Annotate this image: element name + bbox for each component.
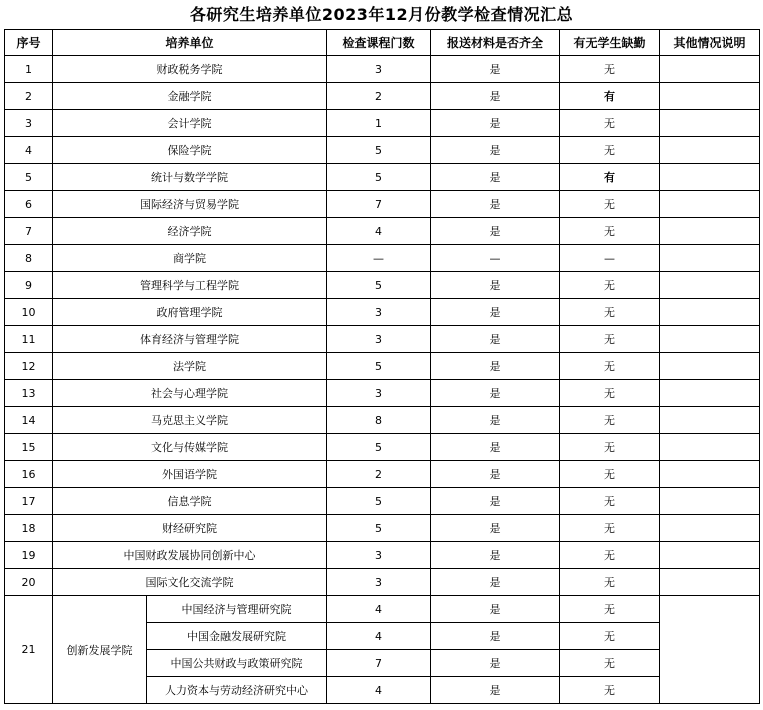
row-unit: 马克思主义学院	[53, 407, 327, 434]
row-materials-complete: 是	[431, 434, 560, 461]
row-course-count: 3	[327, 326, 431, 353]
summary-table	[4, 29, 760, 704]
header-unit: 培养单位	[53, 30, 327, 56]
row-student-absence: 无	[560, 515, 660, 542]
row-student-absence: 无	[560, 353, 660, 380]
row-unit: 保险学院	[53, 137, 327, 164]
row-index: 5	[5, 164, 53, 191]
row-materials-complete: 是	[431, 272, 560, 299]
row-course-count: 5	[327, 434, 431, 461]
table-row	[5, 191, 760, 218]
row-course-count: 5	[327, 272, 431, 299]
row-unit: 文化与传媒学院	[53, 434, 327, 461]
row-course-count: 7	[327, 191, 431, 218]
row-unit: 金融学院	[53, 83, 327, 110]
header-row	[5, 30, 760, 56]
row-notes	[660, 191, 760, 218]
row-notes	[660, 245, 760, 272]
row-unit: 国际经济与贸易学院	[53, 191, 327, 218]
row-unit: 财政税务学院	[53, 56, 327, 83]
subrow-course-count: 4	[327, 623, 431, 650]
row-course-count: 3	[327, 569, 431, 596]
row-notes	[660, 56, 760, 83]
table-row	[5, 56, 760, 83]
table-body	[5, 56, 760, 704]
row-course-count: 5	[327, 515, 431, 542]
row-student-absence: 无	[560, 326, 660, 353]
row-student-absence: 无	[560, 434, 660, 461]
header-materials-complete: 报送材料是否齐全	[431, 30, 560, 56]
row-notes	[660, 434, 760, 461]
row-student-absence: 有	[560, 164, 660, 191]
row-unit: 会计学院	[53, 110, 327, 137]
row-materials-complete: 是	[431, 515, 560, 542]
row-unit: 政府管理学院	[53, 299, 327, 326]
table-row	[5, 137, 760, 164]
group-subrow	[5, 596, 760, 623]
header-notes: 其他情况说明	[660, 30, 760, 56]
row-materials-complete: 是	[431, 326, 560, 353]
row-index: 18	[5, 515, 53, 542]
row-index: 11	[5, 326, 53, 353]
header-index: 序号	[5, 30, 53, 56]
row-notes	[660, 515, 760, 542]
group-index: 21	[5, 596, 53, 704]
row-materials-complete: 是	[431, 380, 560, 407]
row-index: 13	[5, 380, 53, 407]
table-row	[5, 380, 760, 407]
subrow-materials-complete: 是	[431, 650, 560, 677]
table-row	[5, 542, 760, 569]
row-unit: 管理科学与工程学院	[53, 272, 327, 299]
row-materials-complete: 是	[431, 137, 560, 164]
row-notes	[660, 218, 760, 245]
row-notes	[660, 353, 760, 380]
subrow-course-count: 4	[327, 677, 431, 704]
row-notes	[660, 542, 760, 569]
header-student-absence: 有无学生缺勤	[560, 30, 660, 56]
row-unit: 外国语学院	[53, 461, 327, 488]
table-row	[5, 434, 760, 461]
row-index: 3	[5, 110, 53, 137]
subrow-unit: 中国公共财政与政策研究院	[147, 650, 327, 677]
row-materials-complete: 是	[431, 218, 560, 245]
row-notes	[660, 326, 760, 353]
table-row	[5, 299, 760, 326]
row-unit: 国际文化交流学院	[53, 569, 327, 596]
row-notes	[660, 461, 760, 488]
row-notes	[660, 488, 760, 515]
row-unit: 中国财政发展协同创新中心	[53, 542, 327, 569]
row-student-absence: 无	[560, 569, 660, 596]
row-notes	[660, 380, 760, 407]
row-student-absence: 无	[560, 191, 660, 218]
row-course-count: 5	[327, 164, 431, 191]
row-unit: 经济学院	[53, 218, 327, 245]
row-unit: 体育经济与管理学院	[53, 326, 327, 353]
row-student-absence: 无	[560, 542, 660, 569]
table-row	[5, 245, 760, 272]
table-row	[5, 515, 760, 542]
subrow-unit: 中国经济与管理研究院	[147, 596, 327, 623]
row-materials-complete: 是	[431, 569, 560, 596]
row-notes	[660, 164, 760, 191]
row-course-count: 5	[327, 353, 431, 380]
subrow-materials-complete: 是	[431, 677, 560, 704]
row-course-count: 3	[327, 380, 431, 407]
subrow-unit: 人力资本与劳动经济研究中心	[147, 677, 327, 704]
table-row	[5, 218, 760, 245]
row-student-absence: —	[560, 245, 660, 272]
page-title: 各研究生培养单位2023年12月份教学检查情况汇总	[189, 5, 574, 24]
row-materials-complete: 是	[431, 110, 560, 137]
row-course-count: 5	[327, 488, 431, 515]
row-materials-complete: 是	[431, 353, 560, 380]
group-unit: 创新发展学院	[53, 596, 147, 704]
row-unit: 信息学院	[53, 488, 327, 515]
row-course-count: 3	[327, 542, 431, 569]
row-index: 2	[5, 83, 53, 110]
row-notes	[660, 299, 760, 326]
row-unit: 商学院	[53, 245, 327, 272]
row-student-absence: 有	[560, 83, 660, 110]
row-course-count: 3	[327, 299, 431, 326]
table-row	[5, 488, 760, 515]
row-index: 6	[5, 191, 53, 218]
row-notes	[660, 110, 760, 137]
row-student-absence: 无	[560, 110, 660, 137]
row-unit: 社会与心理学院	[53, 380, 327, 407]
row-course-count: —	[327, 245, 431, 272]
row-materials-complete: 是	[431, 191, 560, 218]
row-student-absence: 无	[560, 299, 660, 326]
row-index: 14	[5, 407, 53, 434]
row-materials-complete: 是	[431, 407, 560, 434]
row-index: 17	[5, 488, 53, 515]
row-materials-complete: 是	[431, 488, 560, 515]
row-notes	[660, 137, 760, 164]
table-row	[5, 461, 760, 488]
row-student-absence: 无	[560, 461, 660, 488]
row-student-absence: 无	[560, 272, 660, 299]
row-materials-complete: —	[431, 245, 560, 272]
row-materials-complete: 是	[431, 542, 560, 569]
subrow-student-absence: 无	[560, 596, 660, 623]
table-row	[5, 272, 760, 299]
header-course-count: 检查课程门数	[327, 30, 431, 56]
row-notes	[660, 569, 760, 596]
row-index: 9	[5, 272, 53, 299]
subrow-student-absence: 无	[560, 623, 660, 650]
row-index: 4	[5, 137, 53, 164]
table-row	[5, 110, 760, 137]
row-unit: 统计与数学学院	[53, 164, 327, 191]
row-student-absence: 无	[560, 407, 660, 434]
table-row	[5, 407, 760, 434]
subrow-materials-complete: 是	[431, 623, 560, 650]
subrow-course-count: 7	[327, 650, 431, 677]
row-materials-complete: 是	[431, 461, 560, 488]
row-course-count: 4	[327, 218, 431, 245]
row-materials-complete: 是	[431, 299, 560, 326]
row-notes	[660, 83, 760, 110]
table-row	[5, 164, 760, 191]
subrow-course-count: 4	[327, 596, 431, 623]
subrow-student-absence: 无	[560, 677, 660, 704]
row-index: 19	[5, 542, 53, 569]
row-materials-complete: 是	[431, 83, 560, 110]
table-row	[5, 353, 760, 380]
row-index: 10	[5, 299, 53, 326]
row-course-count: 2	[327, 83, 431, 110]
row-course-count: 5	[327, 137, 431, 164]
row-materials-complete: 是	[431, 164, 560, 191]
subrow-materials-complete: 是	[431, 596, 560, 623]
row-student-absence: 无	[560, 380, 660, 407]
row-course-count: 8	[327, 407, 431, 434]
subrow-student-absence: 无	[560, 650, 660, 677]
row-index: 20	[5, 569, 53, 596]
row-notes	[660, 272, 760, 299]
row-notes	[660, 407, 760, 434]
table-row	[5, 326, 760, 353]
table-row	[5, 83, 760, 110]
row-index: 12	[5, 353, 53, 380]
table-row	[5, 569, 760, 596]
row-index: 8	[5, 245, 53, 272]
row-index: 7	[5, 218, 53, 245]
row-course-count: 2	[327, 461, 431, 488]
row-course-count: 3	[327, 56, 431, 83]
row-student-absence: 无	[560, 56, 660, 83]
subrow-unit: 中国金融发展研究院	[147, 623, 327, 650]
row-index: 16	[5, 461, 53, 488]
row-index: 1	[5, 56, 53, 83]
row-student-absence: 无	[560, 218, 660, 245]
row-unit: 法学院	[53, 353, 327, 380]
row-unit: 财经研究院	[53, 515, 327, 542]
row-materials-complete: 是	[431, 56, 560, 83]
group-notes	[660, 596, 760, 704]
row-course-count: 1	[327, 110, 431, 137]
row-student-absence: 无	[560, 488, 660, 515]
row-index: 15	[5, 434, 53, 461]
row-student-absence: 无	[560, 137, 660, 164]
